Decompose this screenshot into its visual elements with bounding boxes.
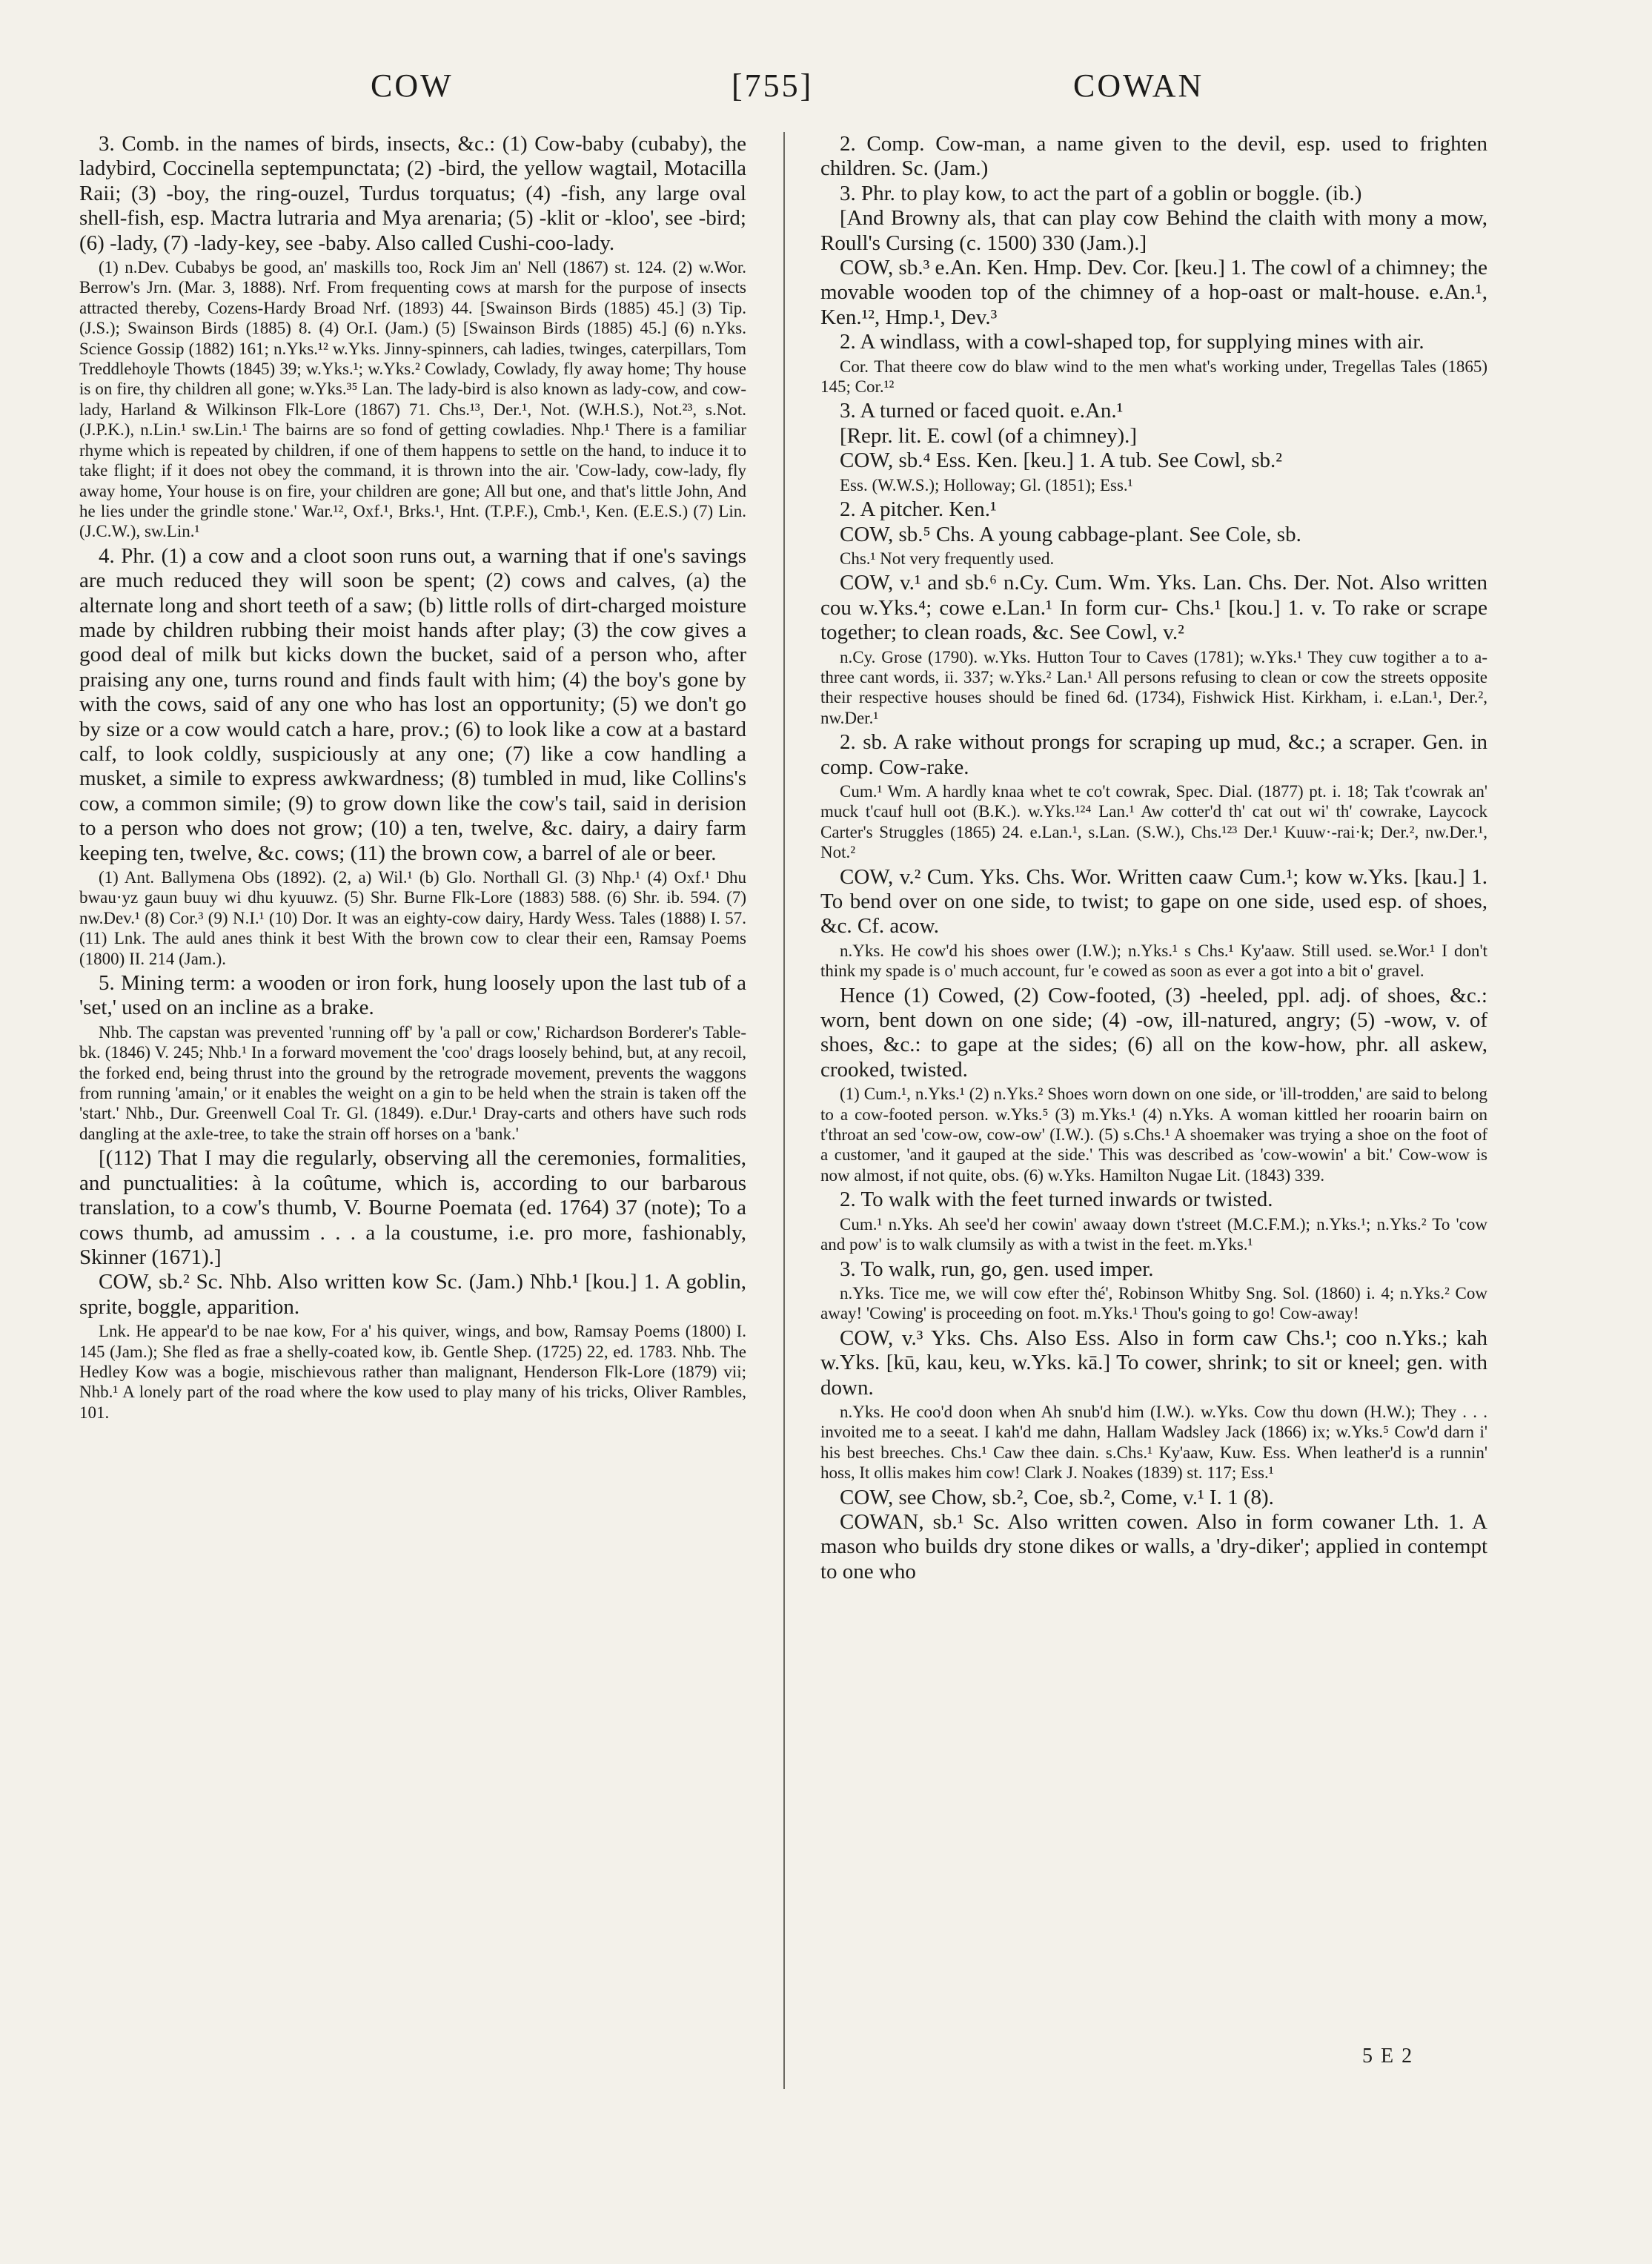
definition-paragraph: [And Browny als, that can play cow Behind the claith with mony a mow, Roull's Cursing (c. 1500) 330 (Jam.).] xyxy=(820,206,1487,255)
column-divider xyxy=(783,132,785,2089)
citation-paragraph: Chs.¹ Not very frequently used. xyxy=(840,549,1055,568)
signature-mark: 5 E 2 xyxy=(1362,2045,1414,2068)
citation-paragraph: n.Yks. He coo'd doon when Ah snub'd him (I.W.). w.Yks. Cow thu down (H.W.); They . . . invoited me to a seeat. I kah'd me dahn, Hallam Wadsley Jack (1866) ix; w.Yks.⁵ Cow'd darn i' his best breeches. Chs.¹ Caw thee dain. s.Chs.¹ Ky'aaw, Kuw. Ess. When leather'd is a runnin' hoss, It ollis makes him cow! Clark J. Noakes (1839) st. 117; Ess.¹ xyxy=(820,1402,1487,1483)
definition-paragraph: COW, sb.⁵ Chs. A young cabbage-plant. See Cole, sb. xyxy=(840,522,1301,546)
definition-paragraph: 3. To walk, run, go, gen. used imper. xyxy=(840,1257,1154,1281)
right-column xyxy=(820,132,1487,2208)
definition-paragraph: [Repr. lit. E. cowl (of a chimney).] xyxy=(840,423,1138,448)
definition-paragraph: 2. To walk with the feet turned inwards or twisted. xyxy=(840,1188,1273,1212)
definition-paragraph: COW, sb.⁴ Ess. Ken. [keu.] 1. A tub. See Cowl, sb.² xyxy=(840,449,1282,473)
definition-paragraph: 2. A windlass, with a cowl-shaped top, for supplying mines with air. xyxy=(840,330,1424,354)
citation-paragraph: Cum.¹ Wm. A hardly knaa whet te co't cowrak, Spec. Dial. (1877) pt. i. 18; Tak t'cowrak an' muck t'cauf hull oot (B.K.). w.Yks.¹²⁴ Lan.¹ Aw cotter'd th' cat out wi' th' cowrake, Laycock Carter's Struggles (1865) 24. e.Lan.¹, s.Lan. (S.W.), Chs.¹²³ Der.¹ Kuuw·-rai·k; Der.², nw.Der.¹, Not.² xyxy=(820,781,1487,862)
definition-paragraph: 5. Mining term: a wooden or iron fork, hung loosely upon the last tub of a 'set,' used on an incline as a brake. xyxy=(79,971,746,1020)
page-number: [755] xyxy=(732,67,814,104)
definition-paragraph: 4. Phr. (1) a cow and a cloot soon runs out, a warning that if one's savings are much reduced they will soon be spent; (2) cows and calves, (a) the alternate long and short teeth of a saw; (b) little rolls of dirt-charged moisture made by children rubbing their moist hands after play; (3) the cow gives a good deal of milk but kicks down the bucket, said of a person who, after praising any one, turns round and finds fault with him; (4) the boy's gone by with the cows, said of any one who has lost an opportunity; (5) we don't go by size or a cow would catch a hare, prov.; (6) to look like a cow at a bastard calf, to look coldly, suspiciously at any one; (7) like a cow handling a musket, a simile to express awkwardness; (8) tumbled in mud, like Collins's cow, a common simile; (9) to grow down like the cow's tail, said in derision to a person who does not grow; (10) a ten, twelve, &c. dairy, a dairy farm keeping ten, twelve, &c. cows; (11) the brown cow, a barrel of ale or beer. xyxy=(79,543,746,865)
definition-paragraph: COW, sb.² Sc. Nhb. Also written kow Sc. (Jam.) Nhb.¹ [kou.] 1. A goblin, sprite, boggle, apparition. xyxy=(79,1270,746,1319)
definition-paragraph: COW, v.¹ and sb.⁶ n.Cy. Cum. Wm. Yks. Lan. Chs. Der. Not. Also written cou w.Yks.⁴; cowe e.Lan.¹ In form cur- Chs.¹ [kou.] 1. v. To rake or scrape together; to clean roads, &c. See Cowl, v.² xyxy=(820,571,1487,645)
definition-paragraph: COW, see Chow, sb.², Coe, sb.², Come, v.¹ I. 1 (8). xyxy=(840,1485,1274,1509)
citation-paragraph: (1) Cum.¹, n.Yks.¹ (2) n.Yks.² Shoes worn down on one side, or 'ill-trodden,' are said to belong to a cow-footed person. w.Yks.⁵ (3) m.Yks.¹ (4) n.Yks. A woman kittled her rooarin bairn on t'throat an sed 'cow-ow, cow-ow' (I.W.). (5) s.Chs.¹ A shoemaker was trying a shoe on the foot of a customer, 'and it gauped at the side.' This was described as 'cow-wowin' a bit.' Cow-wow is now almost, if not quite, obs. (6) w.Yks. Hamilton Nugae Lit. (1843) 339. xyxy=(820,1085,1487,1185)
definition-paragraph: 3. A turned or faced quoit. e.An.¹ xyxy=(840,399,1124,423)
definition-paragraph: COW, v.² Cum. Yks. Chs. Wor. Written caaw Cum.¹; kow w.Yks. [kau.] 1. To bend over on one side, to twist; to gape on one side, used esp. of shoes, &c. Cf. acow. xyxy=(820,864,1487,939)
definition-paragraph: 2. sb. A rake without prongs for scraping up mud, &c.; a scraper. Gen. in comp. Cow-rake. xyxy=(820,730,1487,779)
citation-paragraph: Lnk. He appear'd to be nae kow, For a' his quiver, wings, and bow, Ramsay Poems (1800) I. 145 (Jam.); She fled as frae a shelly-coated kow, ib. Gentle Shep. (1725) 22, ed. 1783. Nhb. The Hedley Kow was a bogie, mischievous rather than malignant, Henderson Flk-Lore (1879) vii; Nhb.¹ A lonely part of the road where the kow used to play many of his tricks, Oliver Rambles, 101. xyxy=(79,1322,746,1422)
definition-paragraph: COW, sb.³ e.An. Ken. Hmp. Dev. Cor. [keu.] 1. The cowl of a chimney; the movable wooden top of the chimney of a hop-oast or malt-house. e.An.¹, Ken.¹², Hmp.¹, Dev.³ xyxy=(820,256,1487,329)
definition-paragraph: 3. Comb. in the names of birds, insects, &c.: (1) Cow-baby (cubaby), the ladybird, Coccinella septempunctata; (2) -bird, the yellow wagtail, Motacilla Raii; (3) -boy, the ring-ouzel, Turdus torquatus; (4) -fish, any large oval shell-fish, esp. Mactra lutraria and Mya arenaria; (5) -klit or -kloo', see -bird; (6) -lady, (7) -lady-key, see -baby. Also called Cushi-coo-lady. xyxy=(79,132,746,255)
citation-paragraph: Ess. (W.W.S.); Holloway; Gl. (1851); Ess.¹ xyxy=(840,475,1133,494)
definition-paragraph: COW, v.³ Yks. Chs. Also Ess. Also in form caw Chs.¹; coo n.Yks.; kah w.Yks. [kū, kau, keu, w.Yks. kā.] To cower, shrink; to sit or kneel; gen. with down. xyxy=(820,1325,1487,1400)
citation-paragraph: Nhb. The capstan was prevented 'running off' by 'a pall or cow,' Richardson Borderer's Table-bk. (1846) V. 245; Nhb.¹ In a forward movement the 'coo' drags loosely behind, but, at any recoil, the forked end, being thrust into the ground by the retrograde movement, prevents the waggons from running 'amain,' or it enables the weight on a gin to be held when the strain is taken off the 'start.' Nhb., Dur. Greenwell Coal Tr. Gl. (1849). e.Dur.¹ Dray-carts and others have such rods dangling at the axle-tree, to take the strain off horses on a 'bank.' xyxy=(79,1022,746,1143)
citation-paragraph: n.Yks. Tice me, we will cow efter thé', Robinson Whitby Sng. Sol. (1860) i. 4; n.Yks.² Cow away! 'Cowing' is proceeding on foot. m.Yks.¹ Thou's going to go! Cow-away! xyxy=(820,1283,1487,1323)
right-guide-word: COWAN xyxy=(1073,67,1204,104)
citation-paragraph: Cum.¹ n.Yks. Ah see'd her cowin' awaay down t'street (M.C.F.M.); n.Yks.¹; n.Yks.² To 'cow and pow' is to walk clumsily as with a twist in the feet. m.Yks.¹ xyxy=(820,1214,1487,1254)
definition-paragraph: 2. Comp. Cow-man, a name given to the devil, esp. used to frighten children. Sc. (Jam.) xyxy=(820,132,1487,181)
citation-paragraph: n.Yks. He cow'd his shoes ower (I.W.); n.Yks.¹ s Chs.¹ Ky'aaw. Still used. se.Wor.¹ I don't think my spade is o' much account, fur 'e cowed as soon as ever a got into a bit o' gravel. xyxy=(820,941,1487,981)
definition-paragraph: Hence (1) Cowed, (2) Cow-footed, (3) -heeled, ppl. adj. of shoes, &c.: worn, bent down on one side; (4) -ow, ill-natured, angry; (5) -wow, v. of shoes, &c.: to gape at the sides; (6) all on the kow-how, phr. all askew, crooked, twisted. xyxy=(820,983,1487,1082)
citation-paragraph: (1) n.Dev. Cubabys be good, an' maskills too, Rock Jim an' Nell (1867) st. 124. (2) w.Wor. Berrow's Jrn. (Mar. 3, 1888). Nrf. From frequenting cows at marsh for the purpose of insects attracted thereby, Cozens-Hardy Broad Nrf. (1893) 44. [Swainson Birds (1885) 45.] (3) Tip. (J.S.); Swainson Birds (1885) 8. (4) Or.I. (Jam.) (5) [Swainson Birds (1885) 45.] (6) n.Yks. Science Gossip (1882) 161; n.Yks.¹² w.Yks. Jinny-spinners, cah ladies, twinges, caterpillars, Tom Treddlehoyle Thowts (1845) 39; w.Yks.¹; w.Yks.² Cowlady, Cowlady, fly away home; Thy house is on fire, thy children all gone; w.Yks.³⁵ Lan. The lady-bird is also known as lady-cow, and cow-lady, Harland & Wilkinson Flk-Lore (1867) 71. Chs.¹³, Der.¹, Not. (W.H.S.), Not.²³, s.Not. (J.P.K.), n.Lin.¹ sw.Lin.¹ The bairns are so fond of getting cowladies. Nhp.¹ There is a familiar rhyme which is repeated by children, if one of them happens to settle on the hand, to induce it to take flight; if it does not obey the command, it is thrown into the air. 'Cow-lady, cow-lady, fly away home, Your house is on fire, your children are gone; All but one, and that's little John, And he lies under the grindle stone.' War.¹², Oxf.¹, Brks.¹, Hnt. (T.P.F.), Cmb.¹, Ken. (E.E.S.) (7) Lin. (J.C.W.), sw.Lin.¹ xyxy=(79,258,746,541)
citation-paragraph: Cor. That theere cow do blaw wind to the men what's working under, Tregellas Tales (1865) 145; Cor.¹² xyxy=(820,357,1487,397)
definition-paragraph: 2. A pitcher. Ken.¹ xyxy=(840,497,997,522)
definition-paragraph: [(112) That I may die regularly, observing all the ceremonies, formalities, and punctualities: à la coûtume, which is, according to our barbarous translation, to a cow's thumb, V. Bourne Poemata (ed. 1764) 37 (note); To a cows thumb, ad amussim . . . a la coustume, i.e. pro more, fashionably, Skinner (1671).] xyxy=(79,1146,746,1269)
definition-paragraph: 3. Phr. to play kow, to act the part of a goblin or boggle. (ib.) xyxy=(840,181,1362,205)
left-column xyxy=(79,132,746,2208)
running-header xyxy=(0,67,1652,119)
citation-paragraph: (1) Ant. Ballymena Obs (1892). (2, a) Wil.¹ (b) Glo. Northall Gl. (3) Nhp.¹ (4) Oxf.¹ Dhu bwau·yz gaun buuy wi dhu kyuuwz. (5) Shr. Burne Flk-Lore (1883) 588. (6) Shr. ib. 594. (7) nw.Dev.¹ (8) Cor.³ (9) N.I.¹ (10) Dor. It was an eighty-cow dairy, Hardy Wess. Tales (1888) I. 57. (11) Lnk. The auld anes think it best With the brown cow to clear their een, Ramsay Poems (1800) II. 214 (Jam.). xyxy=(79,868,746,968)
citation-paragraph: n.Cy. Grose (1790). w.Yks. Hutton Tour to Caves (1781); w.Yks.¹ They cuw togither a to a-three cant words, ii. 337; w.Yks.² Lan.¹ All persons refusing to clean or cow the streets opposite their respective houses should be fined 6d. (1734), Fishwick Hist. Kirkham, i. e.Lan.¹, Der.², nw.Der.¹ xyxy=(820,647,1487,727)
left-guide-word: COW xyxy=(371,67,454,104)
definition-paragraph: COWAN, sb.¹ Sc. Also written cowen. Also in form cowaner Lth. 1. A mason who builds dry stone dikes or walls, a 'dry-diker'; applied in contempt to one who xyxy=(820,1509,1487,1583)
